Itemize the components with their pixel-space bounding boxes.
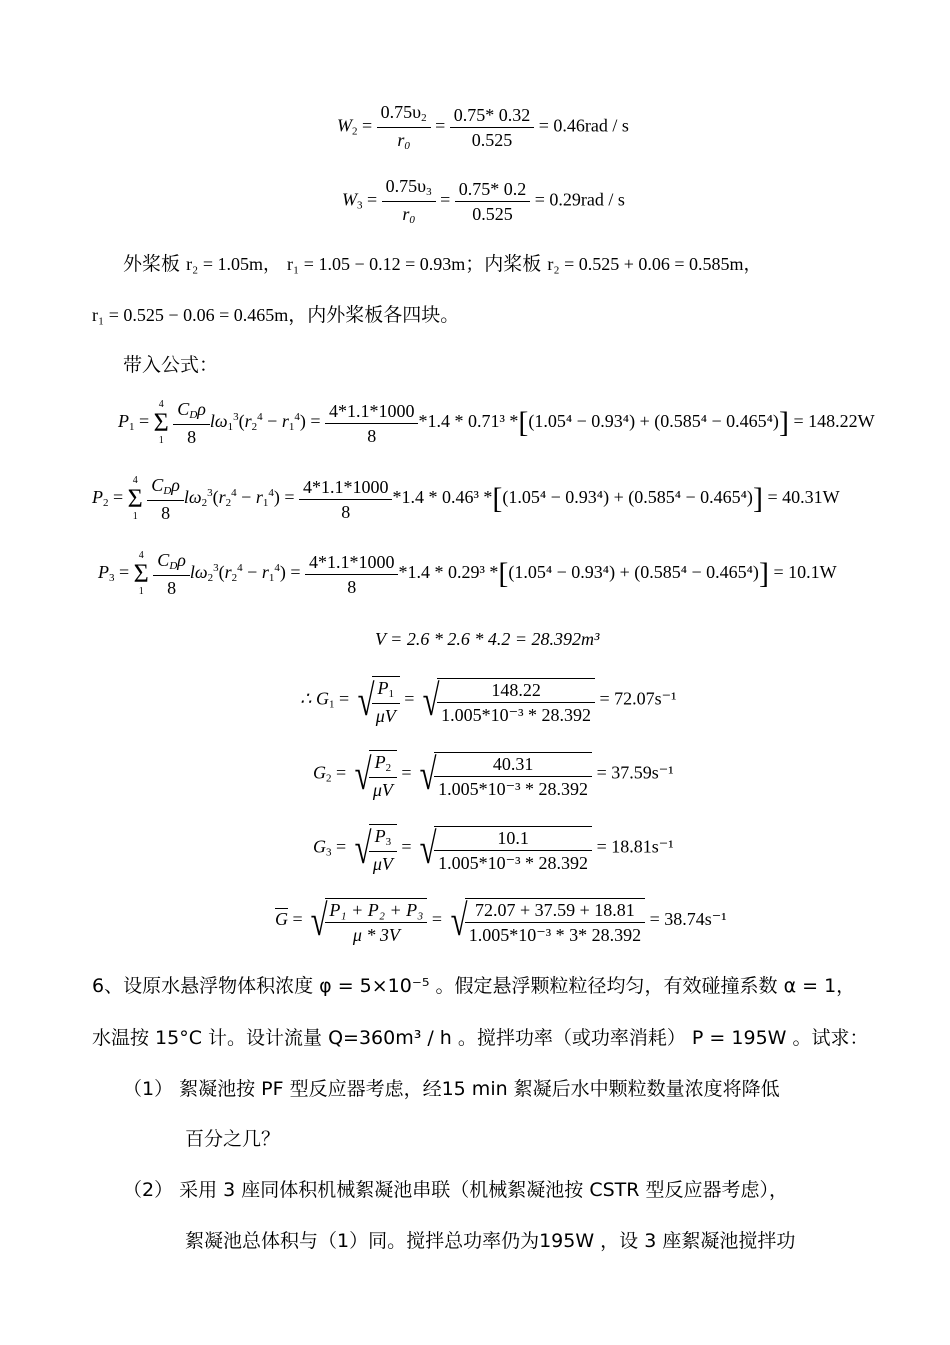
equation-p3: $P_3 = 4$ Σ 1 $C_D\rho$ 8 $l\omega_2^3(r_2^4 - r_1^4)$ = $\frac{4*1.1*1000}{8}$ *1.4 * 0.29³ *[(1.05⁴ − 0.93⁴) + (0.585⁴ − 0.465⁴)] = 10.1W — [98, 550, 837, 598]
substitute-formula-label: 带入公式： — [123, 354, 219, 376]
equation-w2: $W_2$ = $\frac{0.75\upsilon_2}{r_0}$ = $\frac{0.75* 0.32}{0.525}$ = 0.46rad / s — [337, 102, 629, 152]
paddle-radius-line-1: 外桨板 r₂ = 1.05m， r₁ = 1.05 − 0.12 = 0.93m；内桨板 r₂ = 0.525 + 0.06 = 0.585m， — [123, 253, 762, 275]
question-6-line-1: 6、设原水悬浮物体积浓度 φ = 5×10⁻⁵ 。假定悬浮颗粒粒径均匀，有效碰撞系数 α = 1， — [92, 975, 856, 997]
equation-volume: V = 2.6 * 2.6 * 4.2 = 28.392m³ — [375, 629, 600, 649]
equation-g2: $G_2$ = √ $\frac{P_2}{\mu V}$ = √ $\frac{40.31}{\text{1.005*10⁻³ * 28.392}}$ = 37.59s⁻¹ — [313, 749, 674, 800]
equation-g1: ∴ $G_1$ = √ $\frac{P_1}{\mu V}$ = √ $\frac{148.22}{\text{1.005*10⁻³ * 28.392}}$ = 72.07s⁻¹ — [300, 675, 677, 726]
question-6-item-1-cont: 百分之几？ — [185, 1128, 281, 1150]
equation-g-average: $\overline{G}$ = √ $\frac{\text{P₁ + P₂ + P₃}}{\mu * 3V}$ = √ $\frac{72.07 + 37.59 + 18.81}{\text{1.005*10⁻³ * 3* 28.392}}$ = 38.74s⁻¹ — [275, 896, 727, 945]
question-6-item-1: （1） 絮凝池按 PF 型反应器考虑，经15 min 絮凝后水中颗粒数量浓度将降低 — [123, 1078, 780, 1100]
equation-g3: $G_3$ = √ $\frac{P_3}{\mu V}$ = √ $\frac{10.1}{\text{1.005*10⁻³ * 28.392}}$ = 18.81s⁻¹ — [313, 823, 674, 874]
equation-w3: $W_3$ = $\frac{0.75\upsilon_3}{r_0}$ = $\frac{0.75* 0.2}{0.525}$ = 0.29rad / s — [342, 176, 625, 226]
equation-p1: $P_1 = 4$ Σ 1 $C_D\rho$ 8 $l\omega_1^3(r_2^4 - r_1^4)$ = $\frac{4*1.1*1000}{8}$ *1.4 * 0.71³ *[(1.05⁴ − 0.93⁴) + (0.585⁴ − 0.465⁴)] = 148.22W — [118, 399, 875, 447]
question-6-line-2: 水温按 15°C 计。设计流量 Q=360m³ / h 。搅拌功率（或功率消耗） P = 195W 。试求： — [92, 1027, 869, 1049]
question-6-item-2: （2） 采用 3 座同体积机械絮凝池串联（机械絮凝池按 CSTR 型反应器考虑）， — [123, 1179, 789, 1201]
equation-p2: $P_2 = 4$ Σ 1 $C_D\rho$ 8 $l\omega_2^3(r_2^4 - r_1^4)$ = $\frac{4*1.1*1000}{8}$ *1.4 * 0.46³ *[(1.05⁴ − 0.93⁴) + (0.585⁴ − 0.465⁴)] = 40.31W — [92, 475, 840, 523]
paddle-radius-line-2: r₁ = 0.525 − 0.06 = 0.465m，内外桨板各四块。 — [92, 304, 460, 326]
question-6-item-2-cont: 絮凝池总体积与（1）同。搅拌总功率仍为195W ，设 3 座絮凝池搅拌功 — [185, 1230, 796, 1252]
